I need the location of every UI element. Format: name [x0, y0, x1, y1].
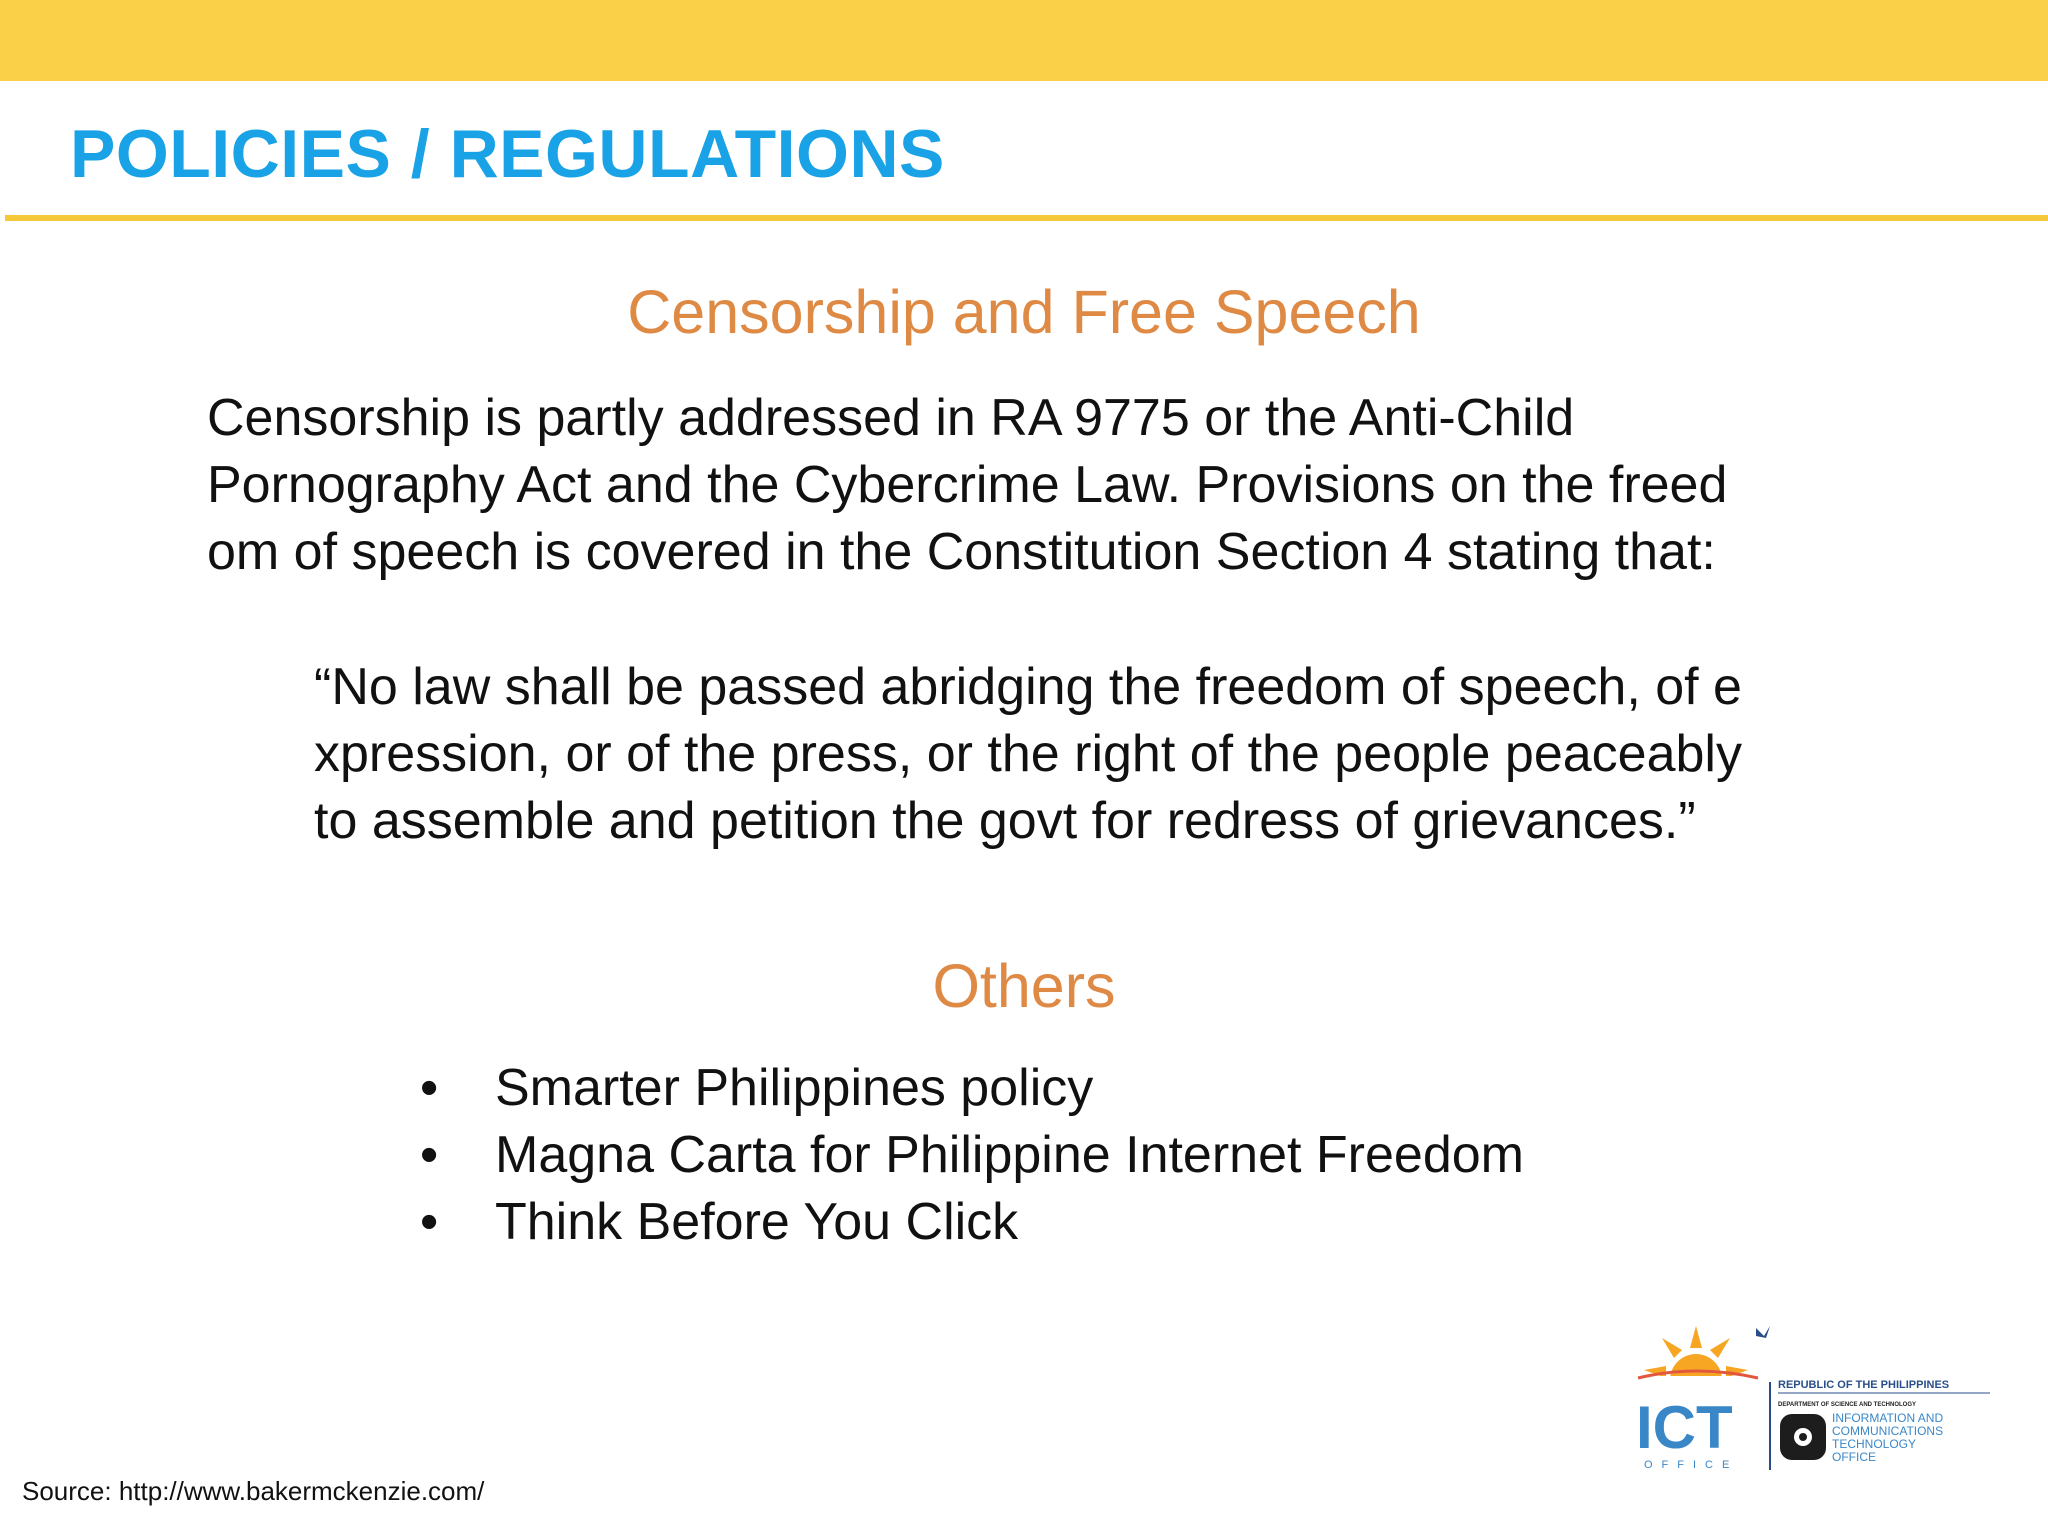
list-item-label: Smarter Philippines policy [495, 1059, 1094, 1117]
bullet-icon: • [420, 1059, 439, 1117]
source-citation: Source: http://www.bakermckenzie.com/ [22, 1476, 485, 1506]
svg-text:OFFICE: OFFICE [1644, 1459, 1739, 1471]
section-heading-others: Others [932, 952, 1116, 1020]
svg-text:COMMUNICATIONS: COMMUNICATIONS [1832, 1424, 1944, 1438]
list-item [420, 1055, 1524, 1122]
svg-text:REPUBLIC OF THE PHILIPPINES: REPUBLIC OF THE PHILIPPINES [1778, 1379, 1950, 1391]
list-item-label: Think Before You Click [495, 1193, 1019, 1251]
svg-text:OFFICE: OFFICE [1832, 1450, 1876, 1464]
bullet-icon: • [420, 1193, 439, 1251]
slide-title: POLICIES / REGULATIONS [70, 116, 945, 192]
list-item [420, 1122, 1524, 1189]
bullet-icon: • [420, 1126, 439, 1184]
bird-icon [1756, 1326, 1770, 1338]
constitution-quote: “No law shall be passed abridging the freedom of speech, of e xpression, or of the press, or the right of the people peaceably to assemble and petition the govt for redress of grievances.” [314, 658, 1742, 850]
section-heading-censorship: Censorship and Free Speech [627, 278, 1421, 346]
list-item [420, 1189, 1524, 1256]
others-list [420, 1055, 1524, 1256]
intro-paragraph: Censorship is partly addressed in RA 9775 or the Anti-Child Pornography Act and the Cybercrime Law. Provisions on the freed om of speech is covered in the Constitution Section 4 stating that: [207, 389, 1728, 581]
top-band [0, 0, 2048, 81]
list-item-label: Magna Carta for Philippine Internet Freedom [495, 1126, 1524, 1184]
svg-text:ICT: ICT [1636, 1394, 1733, 1461]
svg-text:INFORMATION AND: INFORMATION AND [1832, 1411, 1944, 1425]
svg-text:DEPARTMENT OF SCIENCE AND TECH: DEPARTMENT OF SCIENCE AND TECHNOLOGY [1778, 1402, 1917, 1408]
svg-text:TECHNOLOGY: TECHNOLOGY [1832, 1437, 1917, 1451]
ict-office-logo [1618, 1318, 1998, 1478]
dost-icon [1780, 1414, 1826, 1460]
title-divider [5, 215, 2048, 221]
